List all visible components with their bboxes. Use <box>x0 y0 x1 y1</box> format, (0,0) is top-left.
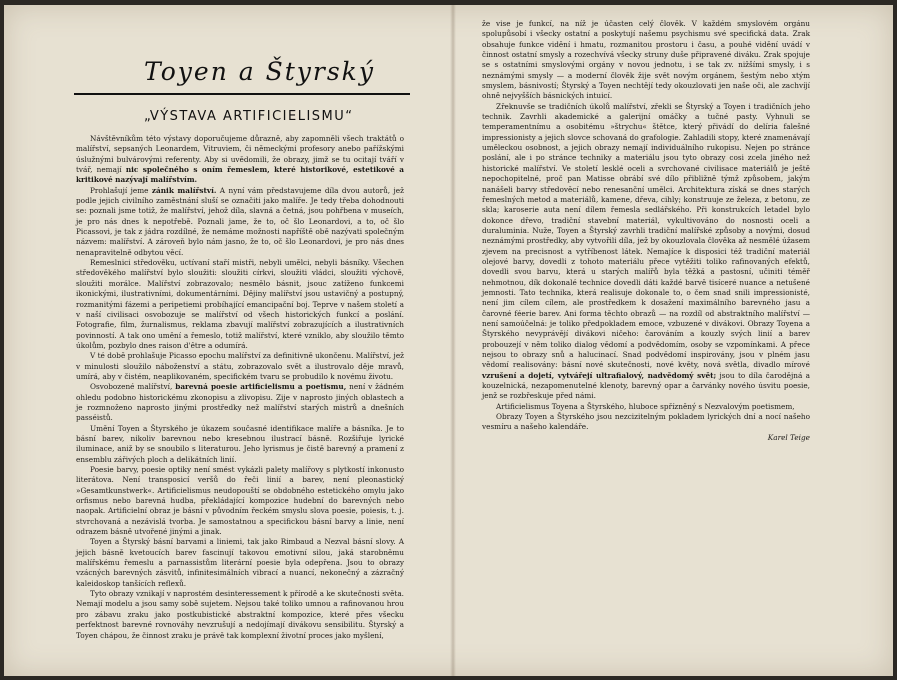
left-article-body <box>76 134 404 641</box>
paragraph: Zřeknuvše se tradičních úkolů malířství, zřekli se Štyrský a Toyen i tradičních jeho technik. Zavrhli akademické a galerijní omáčky a tučné pasty. Vyhnuli se temperamentnímu a osobitému »štrychu« štětce, který přivádí do delíria falešné impressionisty a jejich slovce schovaná do grafologie. Zahladili stopy, které znamenávají uměleckou osobnost, a jejich obrazy nemají individuálního rukopisu. Nejen po stránce poslání, ale i po stránce techniky a materiálu jsou tyto obrazy cosi zcela jiného než historické malířství. Ve století lesklé oceli a svrchované civilisace materiálů je ještě nepochopitelné, proč pan Matisse obrábí své dílo přibližně týmž způsobem, jakým nanášeli barvy středověcí nebo renesanční umělci. Architektura získá se dnes starých řemeslných metod a materiálů, kamene, dřeva, cihly; konstruuje ze železa, z betonu, ze skla; karoserie auta není dílem řemesla sedlářského. Při konstrukcích letadel bylo dokonce dřevo, tradiční stavební materiál, vykultivováno do nosnosti oceli a duraluminia. Nuže, Toyen a Štyrský zavrhli tradiční malířské způsoby a novými, dosud neznámými prostředky, aby vytvořili díla, jež by okouzlovala člověka až nesmělé úžasem zjevem na precisnost a vytříbenost látek. Nemajíce k disposici též tradiční materiál olejové barvy, dovedli z tohoto materiálu přece vytěžiti toliko rafinovaných efektů, dovedli svou barvu, která u starých malířů byla těžká a pastosní, učiniti téměř nehmotnou, dík dokonalé technice dovedli dáti každé barvě tisíceré nuance a netušené jemnosti. Tato technika, která realisuje dokonale to, o čem snad snili impressionisté, není jim cílem cílem, ale prostředkem k dosažení maximálního barevného jasu a čarovné féerie barev. Ani forma těchto obrazů — na rozdíl od abstraktního malířství — není samoúčelná: je toliko předpokladem emoce, vzbuzené v divákovi. Obrazy Toyena a Štyrského nevyprávějí divákovi ničeho: čarováním a kouzly svých linií a barev probouzejí v něm toliko dialog vědomí a podvědomím, osoby se vzpomínkami. A přece nejsou to obrazy snů a halucinací. Snad podvědomí inspirovány, jsou v plném jasu vědomí realisovány: básní nové skutečnosti, nové květy, nová světla, divadlo mírové vzrušení a dojetí, vytvářejí ultrafialový, nadvědomý svět; jsou to díla čarodějná a kouzelnická, nezapomenutelné klenoty, barevný opar a čarvánky nového úsvitu poesie, jenž se rozbřeskuje před námi. <box>482 101 810 401</box>
paragraph: Artificielismus Toyena a Štyrského, hluboce spřízněný s Nezvalovým poetismem, <box>496 401 795 411</box>
article-subtitle: „VÝSTAVA ARTIFICIELISMU“ <box>144 109 354 124</box>
paragraph: Návštěvníkům této výstavy doporučujeme důrazně, aby zapomněli všech traktátů o malířství, sepsaných Leonardem, Vitruviem, či německými profesory anebo pařížskými úslužnými bulvárovými referenty. Aby si uvědomili, že obrazy, jimž se tu ocitají tváří v tvář, nemají nic společného s oním řemeslem, které historikové, estetikové a kritikové nazývají malířstvím. <box>76 134 404 185</box>
paragraph: Poesie barvy, poesie optiky není smést vykázli palety malířovy s plytkostí inkonusto literátova. Není transposicí veršů do řeči linií a barev, není pleonastický »Gesamtkunstwerk«. Artificielismus neudopouští se obdobného estetického omylu jako orfismus nebo barevná hudba, překládající kompozice hudební do barevných nebo naopak. Artificielní obraz je básní v původním řeckém smyslu slova poesie, poiesis, t. j. stvrchovaná a nezávislá tvorba. Je samostatnou a specifickou básní barvy a linie, není odrazem básně utvořené jinými a jinak. <box>76 465 404 537</box>
paragraph: Tyto obrazy vznikají v naprostém desinteressement k přírodě a ke skutečnosti světa. Nemají modelu a jsou samy sobě sujetem. Nejsou také toliko umnou a rafinovanou hrou pro zábavu zraku jako postkubistické abstraktní kompozice, které přes všecku perfektnost barevné rovnováhy nevzrušují a nedojímají divákovu sensibilitu. Štyrský a Toyen chápou, že činnost zraku je právě tak komplexní životní proces jako myšlení, <box>76 589 404 640</box>
paragraph: Remeslnici středověku, uctívaní staří mistři, nebyli umělci, nebyli básníky. Všechen středověkého malířství bylo sloužiti: sloužiti církvi, sloužiti vládci, sloužiti výchově, sloužiti morálce. Malířství zobrazovalo; nesmělo básnit, jsouc zatíženo funkcemi ikonickými, ilustrativními, dokumentárními. Dějiny malířství jsou ustavičný a postupný, rozmanitými fázemi a peripetiemi probíhající emancipační boj. Teprve v našem století a v naší civilisaci osvobozuje se malířství od všech historických funkcí a poslání. Fotografie, film, žurnalismus, reklama zbavují malířství zobrazujících a ilustrativních povinností. A tak ono umění a řemeslo, totiž malířství, které vzniklo, aby sloužilo těmto úkolům, pozbylo dnes raison d'être a odumírá. <box>76 258 404 350</box>
paragraph: Osvobozené malířství, barevná poesie artificielismu a poetismu, není v žádném ohledu podobno historickému zkonopisu a zlivopisu. Zije v naprosto jiných oblastech a je rozmnoženo naprosto jinými prostředky než malířství starých mistrů a dnešních passéistů. <box>76 382 404 423</box>
center-fold <box>450 5 456 676</box>
paragraph: že vise je funkcí, na níž je účasten celý člověk. V každém smyslovém orgánu spolupůsobí i všecky ostatní a poskytují našemu psychismu své specifická data. Zrak obsahuje funkce vidění i hmatu, rozmanitou prostoru i času, a pouhé vidění uvádí v činnost ostatní smysly a rozechvívá všecky struny duše připravené diváku. Zrak spojuje se s ostatními smyslovými orgány v novou jednotu, i se tak zv. nižšími smysly, i s neznámými smysly — a moderní člověk žije svět novým orgánem, šestým nebo xtým smyslem, básnivostí; Štyrský a Toyen nechtějí tedy okouzlovati jen naše oči, ale zachvíjí ohně nejvyšších básnických intuicí. <box>482 19 810 101</box>
page-title: Toyen a Štyrský <box>144 57 375 86</box>
paragraph: Toyen a Štyrský básní barvami a liniemi, tak jako Rimbaud a Nezval básní slovy. A jejich básně kvetoucích barev fascinují takovou emotivní silou, jaká starobněmu malířskému řemeslu a parnassistům literární poesie byla odepřena. Jsou to obrazy vzácných barevných zásvitů, infinitesimálních vibrací a nuancí, nekonečný a zázračný kaleidoskop tanšících reflexů. <box>76 537 404 588</box>
paragraph: Prohlašují jeme zánik malířství. A nyní vám představujeme díla dvou autorů, jež podle jejich civilního zaměstnání sluší se označiti jako malíře. Je tedy třeba dohodnouti se: poznali jsme totiž, že malířství, jehož díla, slavná a četná, jsou pohřbena v museích, je pro nás dnes k nepotřebě. Poznali jame, že to, oč šlo Leonardovi, a to, oč šlo Picassovi, je tak z jádra rozdílné, že nemáme možnosti napříště obě nazývati společným názvem: malířství. A zároveň bylo nám jasno, že to, oč šlo Leonardovi, je pro nás dnes nenapravitelně odbytou věcí. <box>76 185 404 257</box>
paragraph: V té době prohlašuje Picasso epochu malířství za definitivně ukončenu. Malířství, jež v minulosti sloužilo náboženství a státu, zobrazovalo svět a ilustrovalo děje mravů, umírá, aby v čistém, neaplikovaném, specifickém tvaru se probudilo k novému životu. <box>76 351 404 381</box>
author-signature: Karel Teige <box>767 432 810 442</box>
paragraph: Umění Toyen a Štyrského je úkazem současné identifikace malíře a básníka. Je to básní barev, nikoliv barevnou nebo kresebnou ilustrací básně. Rozšiřuje lyrické iluminace, aniž by se snoubilo s literaturou. Jeho lyrismus je čistě barevný a pramení z ensemblu zářivých ploch a delikátních linií. <box>76 423 404 464</box>
title-rule <box>74 93 410 95</box>
right-article-body <box>482 19 810 443</box>
leaflet-sheet <box>4 5 893 676</box>
paragraph: Obrazy Toyen a Štyrského jsou nezcizitelným pokladem lyrických dní a nocí našeho vesmíru a našeho kalendáře. <box>482 412 810 432</box>
